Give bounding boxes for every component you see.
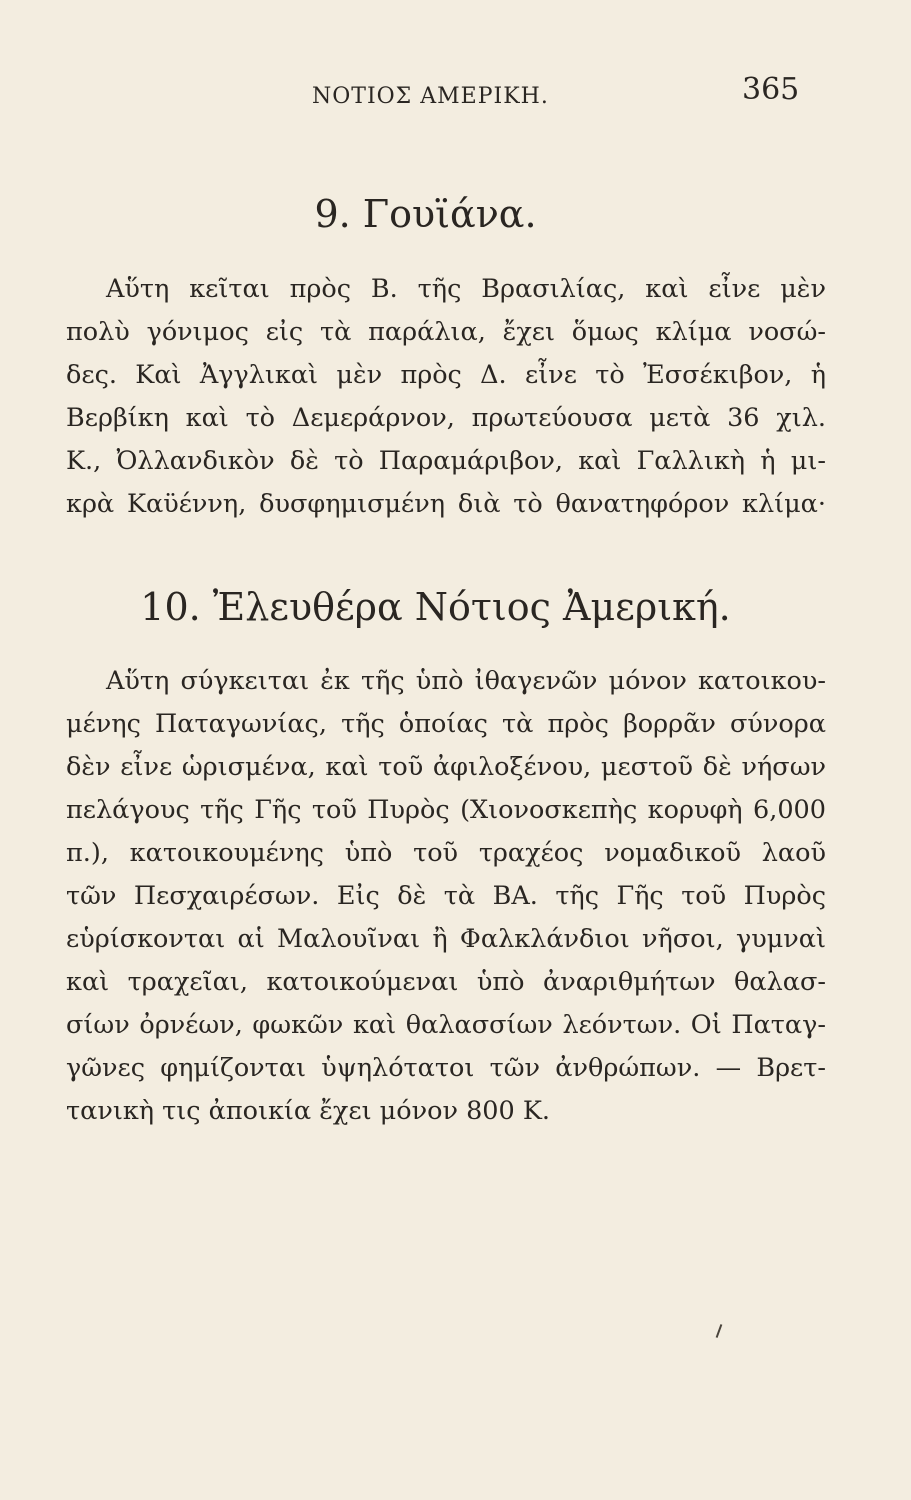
text-line: Βερβίκη καὶ τὸ Δεμεράρνον, πρωτεύουσα μετὰ 36 χιλ. <box>66 403 826 433</box>
text-line: τῶν Πεσχαιρέσων. Εἰς δὲ τὰ ΒΑ. τῆς Γῆς τοῦ Πυρὸς <box>66 881 826 911</box>
text-line: σίων ὀρνέων, φωκῶν καὶ θαλασσίων λεόντων. Οἱ Παταγ- <box>66 1010 826 1040</box>
running-title: ΝΟΤΙΟΣ ΑΜΕΡΙΚΗ. <box>312 84 549 109</box>
text-line: δὲν εἶνε ὡρισμένα, καὶ τοῦ ἀφιλοξένου, μεστοῦ δὲ νήσων <box>66 752 826 782</box>
paragraph-guiana <box>66 268 826 526</box>
text-line: Αὕτη κεῖται πρὸς Β. τῆς Βρασιλίας, καὶ εἶνε μὲν <box>106 274 826 304</box>
text-line: κρὰ Καϋέννη, δυσφημισμένη διὰ τὸ θανατηφόρον κλίμα· <box>66 489 826 519</box>
text-line: π.), κατοικουμένης ὑπὸ τοῦ τραχέος νομαδικοῦ λαοῦ <box>66 838 826 868</box>
text-line: καὶ τραχεῖαι, κατοικούμεναι ὑπὸ ἀναριθμήτων θαλασ- <box>66 967 826 997</box>
text-line: μένης Παταγωνίας, τῆς ὁποίας τὰ πρὸς βορρᾶν σύνορα <box>66 709 826 739</box>
text-line: δες. Καὶ Ἀγγλικαὶ μὲν πρὸς Δ. εἶνε τὸ Ἐσσέκιβον, ἡ <box>66 360 826 390</box>
section-title-free-south-america: 10. Ἐλευθέρα Νότιος Ἀμερική. <box>140 585 731 629</box>
text-line: πολὺ γόνιμος εἰς τὰ παράλια, ἔχει ὅμως κλίμα νοσώ- <box>66 317 826 347</box>
paragraph-free-south-america <box>66 660 826 1133</box>
section-title-guiana: 9. Γουϊάνα. <box>314 192 537 236</box>
page-number: 365 <box>742 72 800 107</box>
ink-mark <box>716 1324 723 1338</box>
text-line: Κ., Ὀλλανδικὸν δὲ τὸ Παραμάριβον, καὶ Γαλλικὴ ἡ μι- <box>66 446 826 476</box>
text-line: Αὕτη σύγκειται ἐκ τῆς ὑπὸ ἰθαγενῶν μόνον κατοικου- <box>106 666 826 696</box>
text-line: εὑρίσκονται αἱ Μαλουῖναι ἢ Φαλκλάνδιοι νῆσοι, γυμναὶ <box>66 924 826 954</box>
text-line: πελάγους τῆς Γῆς τοῦ Πυρὸς (Χιονοσκεπὴς κορυφὴ 6,000 <box>66 795 826 825</box>
text-line: γῶνες φημίζονται ὑψηλότατοι τῶν ἀνθρώπων. — Βρετ- <box>66 1053 826 1083</box>
text-line: τανικὴ τις ἀποικία ἔχει μόνον 800 Κ. <box>66 1096 551 1126</box>
